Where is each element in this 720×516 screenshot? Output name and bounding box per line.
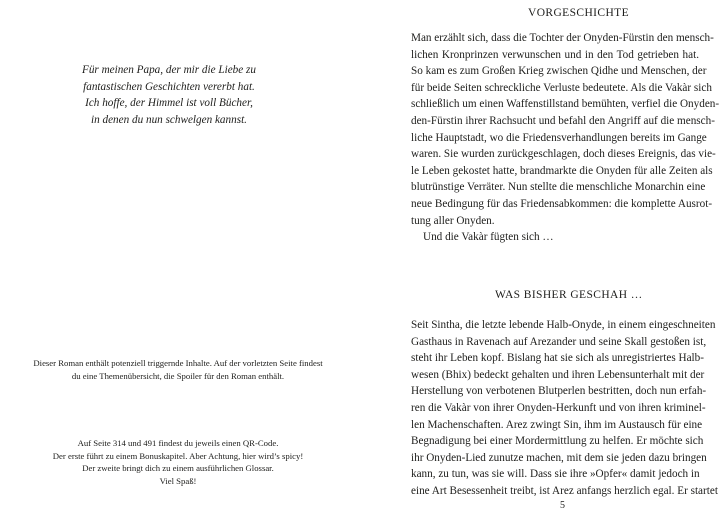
text-line: So kam es zum Großen Krieg zwischen Qidhe und Menschen, der (411, 65, 707, 78)
content-warning (8, 357, 348, 382)
content-warning-line: du eine Themenübersicht, die Spoiler für den Roman enthält. (71, 370, 285, 381)
text-line: waren. Sie wurden zurückgeschlagen, doch dieses Ereignis, das vie- (411, 148, 716, 161)
text-line: schließlich um einen Waffenstillstand bemühten, verfiel die Onyden- (411, 98, 720, 111)
dedication-line: Für meinen Papa, der mir die Liebe zu (81, 64, 256, 76)
text-line: tung aller Onyden. (411, 214, 495, 227)
text-line: für beide Seiten schreckliche Verluste bedeutete. Als die Vakàr sich (411, 81, 712, 94)
section-title-recap: WAS BISHER GESCHAH … (495, 289, 643, 301)
bonus-note-line: Der erste führt zu einem Bonuskapitel. Aber Achtung, hier wird’s spicy! (52, 450, 304, 461)
text-line: blutrünstige Verräter. Nun stellte die menschliche Monarchin eine (411, 181, 706, 194)
text-line: le Leben gekostet hatte, brandmarkte die Onyden für alle Zeiten als (411, 164, 713, 177)
text-line: wesen (Bhix) bedeckt gehalten und ihren Lebensunterhalt mit der (411, 368, 705, 381)
text-line: Und die Vakàr fügten sich … (423, 231, 554, 244)
text-line: lichen Kronprinzen verwunschen und in den Tod getrieben hat. (411, 48, 699, 61)
text-line: kann, zu tun, was sie will. Dass sie ihre »Opfer« damit jedoch in (411, 468, 700, 481)
page-number: 5 (560, 500, 565, 511)
text-line: eine Art Besessenheit treibt, ist Arez anfangs herzlich egal. Er startet (411, 484, 718, 497)
dedication-line: Ich hoffe, der Himmel ist voll Bücher, (85, 97, 253, 110)
recap-text (411, 317, 718, 500)
bonus-note-line: Auf Seite 314 und 491 findest du jeweils einen QR-Code. (77, 438, 279, 448)
text-line: steht ihr Leben kopf. Bislang hat sie sich als unregistriertes Halb- (411, 352, 704, 365)
text-line: ihr Onyden-Lied zunutze machen, mit dem sie jeden dazu bringen (411, 451, 707, 464)
text-line: ren die Vakàr von ihrer Onyden-Herkunft und von ihren kriminel- (411, 401, 706, 414)
text-line: liche Hauptstadt, wo die Friedensverhandlungen bereits im Gange (411, 131, 707, 144)
text-line: len Machenschaften. Arez zwingt Sin, ihm im Austausch für eine (411, 418, 703, 431)
right-page (360, 0, 720, 516)
section-title-prehistory: VORGESCHICHTE (528, 7, 630, 19)
dedication-line: in denen du nun schwelgen kannst. (91, 113, 247, 126)
bonus-note-line: Der zweite bringt dich zu einem ausführlichen Glossar. (82, 463, 274, 474)
text-line: Herstellung von verbotenen Blutperlen bestritten, doch nun erfah- (411, 385, 707, 398)
text-line: Gasthaus in Ravenach auf Arezander und seine Skall gestoßen ist, (411, 335, 707, 348)
dedication-line: fantastischen Geschichten vererbt hat. (83, 80, 255, 93)
bonus-note (8, 437, 348, 487)
text-line: neue Bedingung für das Friedensabkommen: die komplette Ausrot- (411, 197, 713, 210)
content-warning-line: Dieser Roman enthält potenziell triggernde Inhalte. Auf der vorletzten Seite findest (33, 358, 323, 368)
text-line: Man erzählt sich, dass die Tochter der Onyden-Fürstin den mensch- (411, 32, 714, 44)
text-line: Seit Sintha, die letzte lebende Halb-Onyde, in einem eingeschneiten (411, 319, 716, 331)
bonus-note-line: Viel Spaß! (159, 475, 197, 486)
text-line: den-Fürstin ihrer Rachsucht und befahl den Angriff auf die mensch- (411, 114, 715, 127)
dedication (46, 62, 292, 128)
prehistory-text (411, 30, 720, 246)
text-line: Begnadigung bei einer Mordermittlung zu helfen. Er möchte sich (411, 435, 704, 448)
